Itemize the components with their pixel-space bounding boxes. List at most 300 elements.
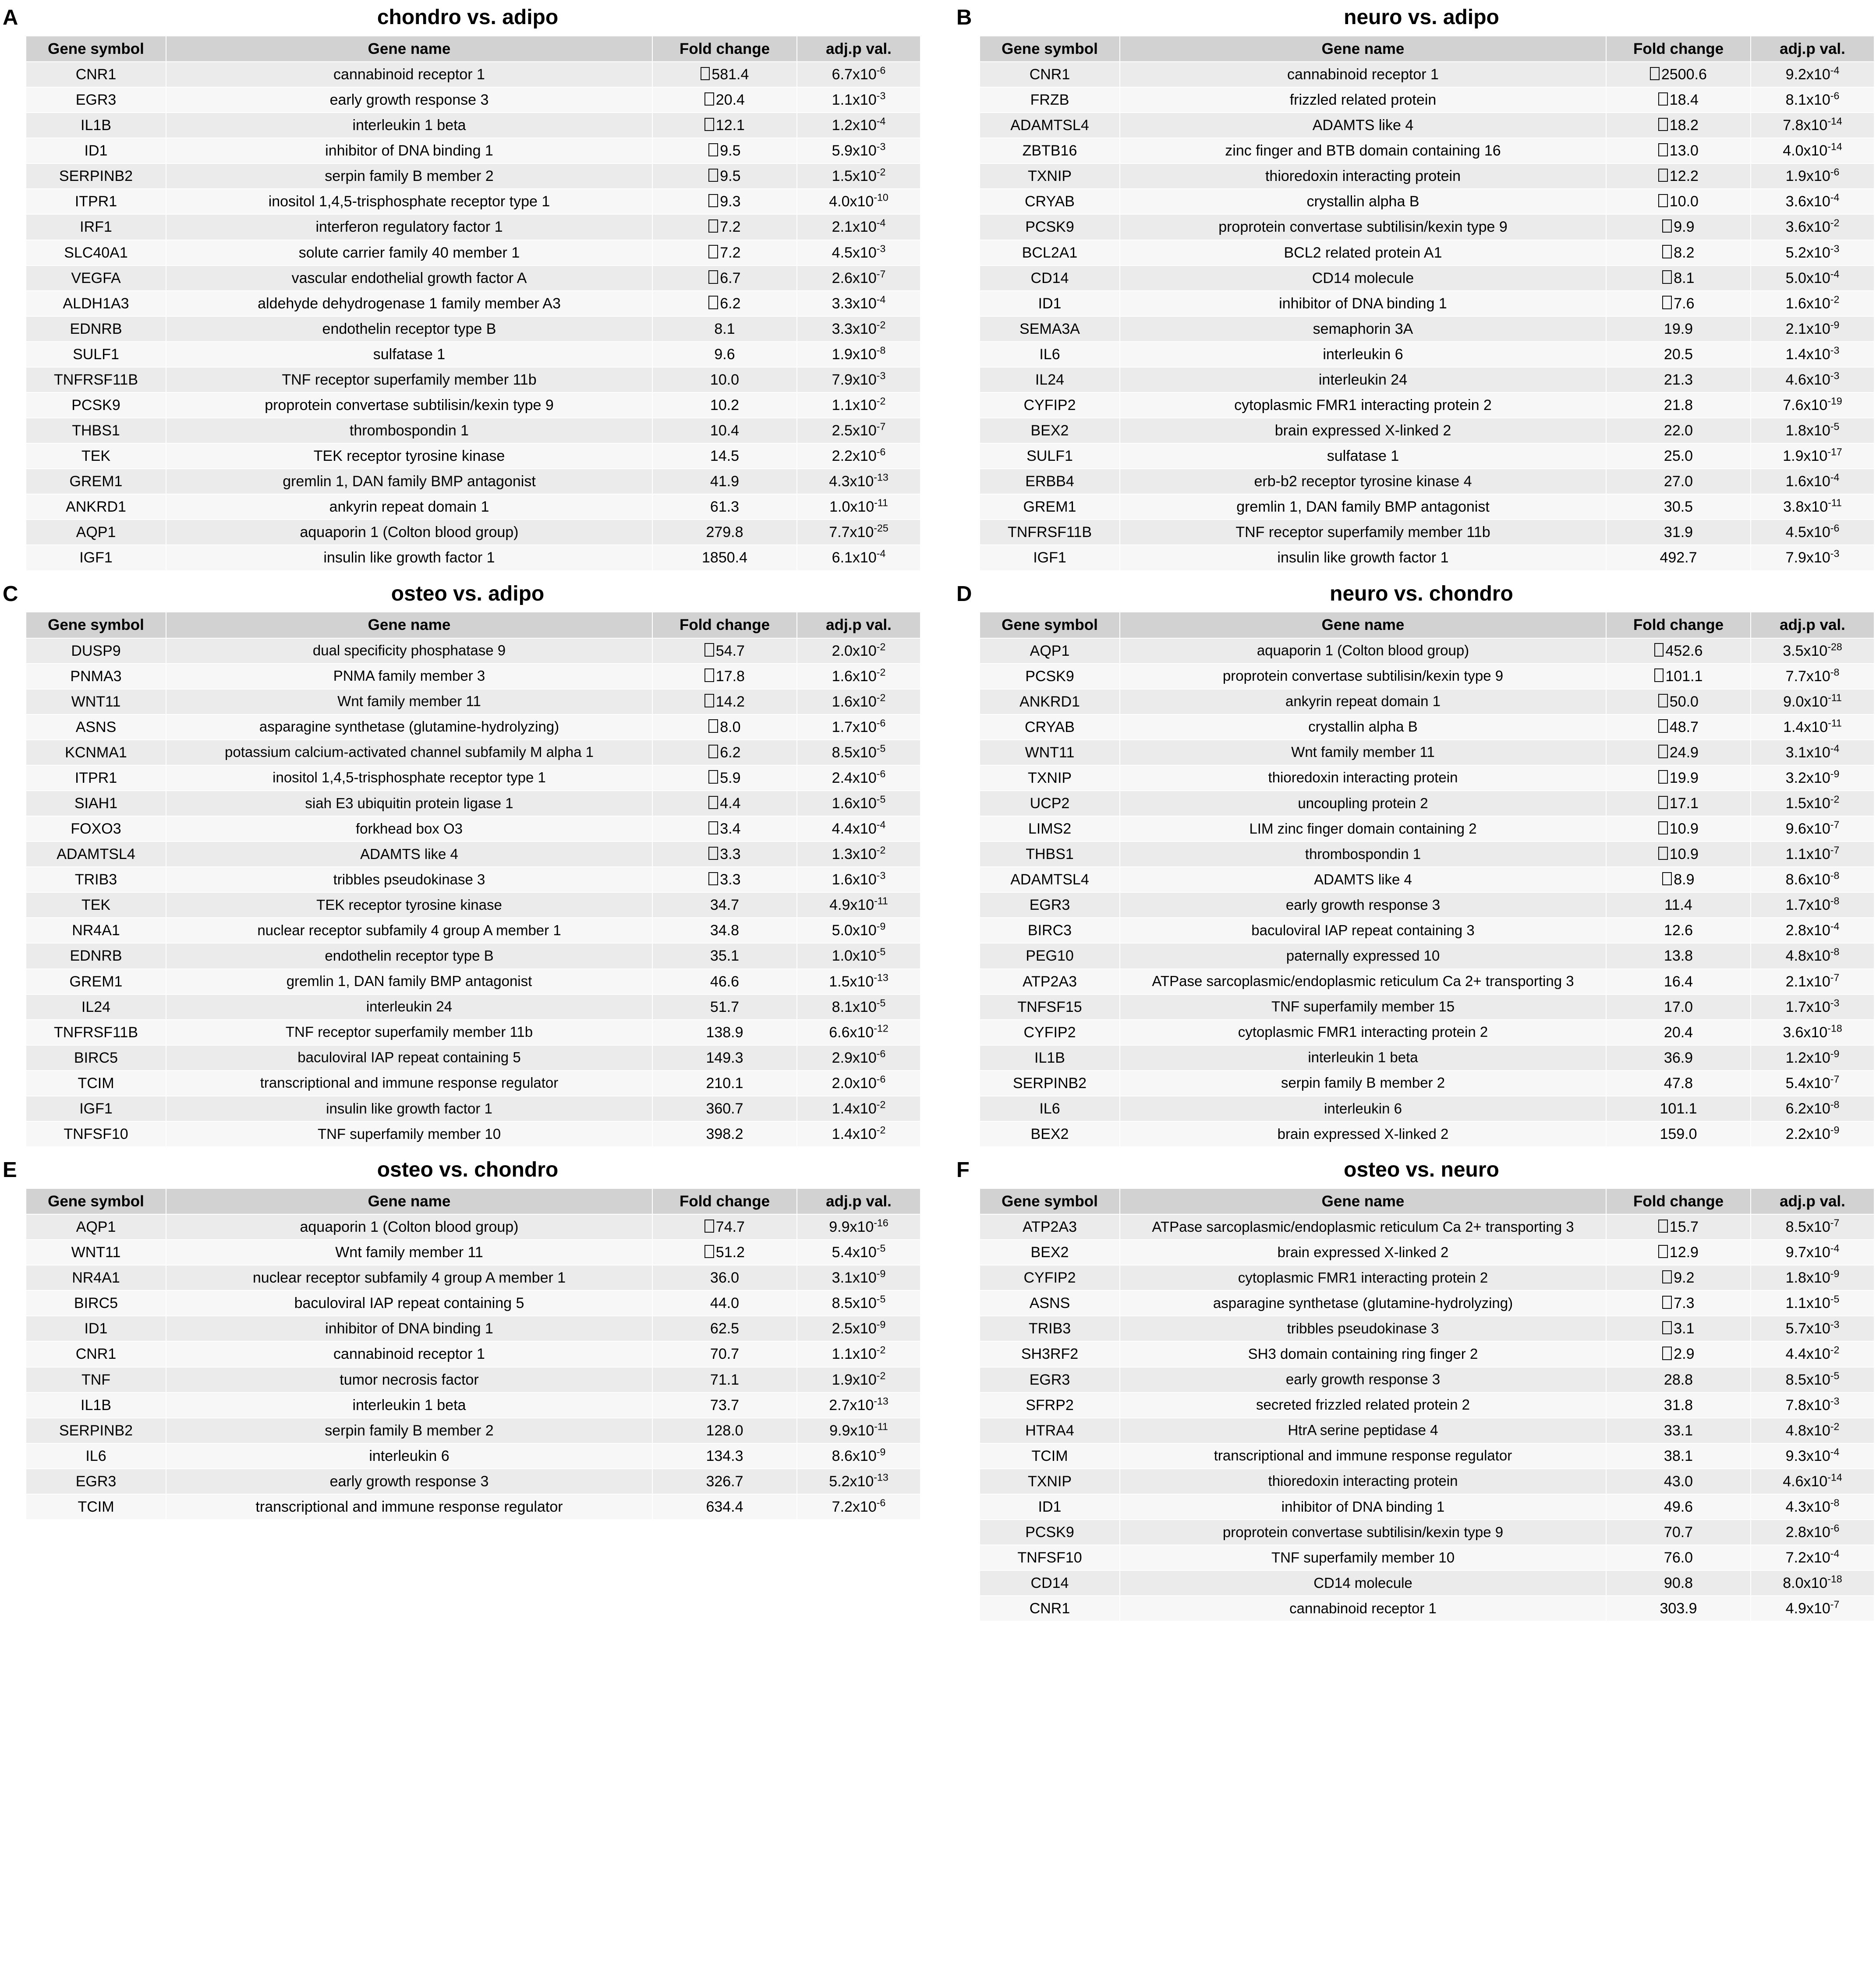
adj-p-value-cell [797, 791, 920, 816]
fold-change-cell [652, 1469, 797, 1494]
p-exponent: -2 [876, 319, 886, 331]
gene-symbol-cell: CNR1 [26, 1341, 166, 1367]
adj-p-value-cell [1751, 62, 1874, 87]
gene-symbol-cell: ASNS [26, 714, 166, 740]
p-exponent: -5 [1830, 1370, 1840, 1382]
p-exponent: -4 [1830, 742, 1840, 754]
p-mantissa: 5.2x10 [1785, 244, 1830, 261]
gene-name-cell: thioredoxin interacting protein [1120, 163, 1606, 189]
gene-symbol-cell: SH3RF2 [980, 1341, 1120, 1367]
column-header: Gene name [166, 36, 652, 62]
gene-name-cell: CD14 molecule [1120, 1570, 1606, 1596]
p-exponent: -18 [1827, 1022, 1842, 1034]
p-mantissa: 7.8x10 [1785, 1396, 1830, 1414]
gene-name-cell: interleukin 1 beta [166, 113, 652, 138]
gene-symbol-cell: ALDH1A3 [26, 291, 166, 316]
p-mantissa: 7.2x10 [832, 1498, 877, 1515]
fold-change-value: 360.7 [706, 1100, 743, 1117]
fold-change-cell [1606, 291, 1751, 316]
fold-change-cell [1606, 1596, 1751, 1621]
fold-change-cell [1606, 189, 1751, 214]
table-row [26, 1071, 920, 1096]
adj-p-value-cell [797, 892, 920, 918]
adj-p-value-cell [1751, 265, 1874, 291]
down-marker-icon [704, 694, 714, 707]
p-mantissa: 7.9x10 [832, 371, 877, 388]
fold-change-cell [1606, 740, 1751, 765]
adj-p-value-cell [1751, 342, 1874, 367]
fold-change-value: 581.4 [711, 66, 749, 83]
fold-change-cell [652, 62, 797, 87]
fold-change-cell [1606, 367, 1751, 392]
table-row [980, 791, 1874, 816]
fold-change-value: 70.7 [1664, 1524, 1693, 1541]
p-mantissa: 1.1x10 [1785, 1295, 1830, 1312]
p-exponent: -8 [1830, 666, 1840, 678]
fold-change-value: 7.2 [720, 219, 741, 236]
adj-p-value-cell [1751, 392, 1874, 418]
panel-e [0, 1159, 922, 1633]
fold-change-cell [652, 1443, 797, 1469]
p-exponent: -11 [874, 497, 888, 509]
table-row [26, 791, 920, 816]
down-marker-icon [708, 821, 718, 835]
gene-name-cell: inhibitor of DNA binding 1 [1120, 1494, 1606, 1520]
table-row [26, 714, 920, 740]
p-exponent: -2 [1830, 1344, 1840, 1356]
adj-p-value-cell [1751, 1570, 1874, 1596]
down-marker-icon [708, 796, 718, 809]
p-mantissa: 1.4x10 [1783, 718, 1828, 735]
fold-change-cell [1606, 841, 1751, 867]
down-marker-icon [1662, 872, 1672, 886]
down-marker-icon [1662, 1347, 1672, 1360]
gene-symbol-cell: LIMS2 [980, 816, 1120, 841]
p-mantissa: 1.6x10 [832, 693, 877, 710]
gene-symbol-cell: IGF1 [26, 1096, 166, 1121]
adj-p-value-cell [1751, 189, 1874, 214]
gene-symbol-cell: CYFIP2 [980, 1265, 1120, 1290]
gene-name-cell: aquaporin 1 (Colton blood group) [166, 520, 652, 545]
fold-change-cell [1606, 1071, 1751, 1096]
table-row [26, 469, 920, 494]
p-mantissa: 2.8x10 [1785, 1524, 1830, 1541]
gene-name-cell: aquaporin 1 (Colton blood group) [166, 1214, 652, 1240]
adj-p-value-cell [797, 342, 920, 367]
gene-name-cell: Wnt family member 11 [166, 1240, 652, 1265]
down-marker-icon [1658, 847, 1668, 860]
p-mantissa: 1.2x10 [1785, 1049, 1830, 1066]
fold-change-cell [652, 1240, 797, 1265]
fold-change-value: 6.2 [720, 744, 741, 761]
adj-p-value-cell [1751, 494, 1874, 520]
gene-name-cell: inhibitor of DNA binding 1 [1120, 291, 1606, 316]
gene-name-cell: early growth response 3 [1120, 1367, 1606, 1393]
p-exponent: -5 [1830, 1293, 1840, 1305]
p-exponent: -4 [1830, 1548, 1840, 1559]
fold-change-value: 7.2 [720, 244, 741, 261]
gene-name-cell: transcriptional and immune response regulator [1120, 1443, 1606, 1469]
p-exponent: -4 [876, 293, 886, 305]
table-row [26, 392, 920, 418]
fold-change-value: 28.8 [1664, 1371, 1693, 1388]
gene-name-cell: vascular endothelial growth factor A [166, 265, 652, 291]
fold-change-value: 3.3 [720, 871, 741, 888]
adj-p-value-cell [1751, 994, 1874, 1020]
p-exponent: -2 [876, 666, 886, 678]
p-exponent: -14 [1827, 115, 1842, 127]
gene-symbol-cell: IL6 [980, 342, 1120, 367]
table-row [26, 1443, 920, 1469]
column-header: adj.p val. [797, 612, 920, 638]
table-row [980, 418, 1874, 443]
gene-name-cell: endothelin receptor type B [166, 943, 652, 969]
p-exponent: -16 [874, 1217, 888, 1229]
table-row [980, 918, 1874, 943]
down-marker-icon [1658, 821, 1668, 835]
gene-symbol-cell: IL6 [26, 1443, 166, 1469]
fold-change-value: 11.4 [1664, 897, 1692, 914]
fold-change-value: 3.4 [720, 820, 741, 838]
p-mantissa: 8.1x10 [1785, 92, 1830, 109]
down-marker-icon [1658, 194, 1668, 208]
fold-change-value: 10.2 [710, 397, 740, 414]
fold-change-value: 128.0 [706, 1422, 743, 1439]
p-exponent: -5 [876, 742, 886, 754]
column-header: Fold change [652, 612, 797, 638]
table-row [26, 87, 920, 113]
gene-symbol-cell: TXNIP [980, 765, 1120, 791]
fold-change-cell [1606, 1469, 1751, 1494]
adj-p-value-cell [797, 816, 920, 841]
fold-change-value: 2.9 [1674, 1346, 1695, 1363]
p-mantissa: 1.5x10 [1785, 795, 1830, 812]
gene-name-cell: ATPase sarcoplasmic/endoplasmic reticulum Ca 2+ transporting 3 [1120, 1214, 1606, 1240]
p-mantissa: 3.2x10 [1785, 769, 1830, 786]
gene-name-cell: SH3 domain containing ring finger 2 [1120, 1341, 1606, 1367]
gene-symbol-cell: ITPR1 [26, 189, 166, 214]
fold-change-value: 21.8 [1664, 397, 1693, 414]
p-mantissa: 1.2x10 [832, 117, 877, 134]
gene-symbol-cell: CYFIP2 [980, 392, 1120, 418]
p-exponent: -2 [876, 641, 886, 653]
fold-change-value: 4.4 [720, 795, 741, 812]
table-row [26, 520, 920, 545]
fold-change-cell [652, 418, 797, 443]
gene-name-cell: TNF superfamily member 10 [166, 1121, 652, 1147]
p-mantissa: 1.1x10 [1785, 846, 1830, 863]
p-mantissa: 9.9x10 [829, 1219, 874, 1236]
gene-name-cell: serpin family B member 2 [166, 163, 652, 189]
adj-p-value-cell [1751, 138, 1874, 163]
p-exponent: -13 [874, 1395, 888, 1407]
gene-name-cell: interleukin 6 [1120, 1096, 1606, 1121]
table-row [980, 265, 1874, 291]
fold-change-value: 10.9 [1669, 820, 1699, 838]
gene-symbol-cell: TRIB3 [980, 1316, 1120, 1341]
p-exponent: -6 [876, 1048, 886, 1060]
adj-p-value-cell [797, 1045, 920, 1071]
gene-symbol-cell: ATP2A3 [980, 1214, 1120, 1240]
gene-name-cell: ADAMTS like 4 [166, 841, 652, 867]
adj-p-value-cell [1751, 765, 1874, 791]
gene-name-cell: secreted frizzled related protein 2 [1120, 1393, 1606, 1418]
fold-change-cell [652, 316, 797, 342]
fold-change-cell [652, 791, 797, 816]
fold-change-cell [1606, 1520, 1751, 1545]
p-mantissa: 4.0x10 [1783, 142, 1828, 159]
column-header: Fold change [652, 36, 797, 62]
table-row [26, 1418, 920, 1443]
p-exponent: -11 [1828, 717, 1842, 729]
p-exponent: -5 [876, 793, 886, 805]
gene-name-cell: CD14 molecule [1120, 265, 1606, 291]
adj-p-value-cell [797, 1121, 920, 1147]
fold-change-value: 7.6 [1674, 295, 1695, 312]
fold-change-cell [1606, 867, 1751, 892]
gene-name-cell: sulfatase 1 [166, 342, 652, 367]
adj-p-value-cell [797, 689, 920, 714]
fold-change-value: 13.8 [1664, 947, 1693, 965]
gene-name-cell: dual specificity phosphatase 9 [166, 638, 652, 664]
fold-change-cell [652, 520, 797, 545]
down-marker-icon [1658, 1245, 1668, 1258]
gene-table [25, 1188, 921, 1520]
p-mantissa: 8.5x10 [1785, 1371, 1830, 1388]
p-exponent: -3 [876, 90, 886, 102]
table-row [980, 138, 1874, 163]
fold-change-value: 25.0 [1664, 448, 1693, 465]
table-row [980, 113, 1874, 138]
p-mantissa: 1.4x10 [832, 1100, 877, 1117]
fold-change-cell [652, 291, 797, 316]
down-marker-icon [1662, 245, 1672, 258]
gene-symbol-cell: CRYAB [980, 189, 1120, 214]
fold-change-value: 43.0 [1664, 1473, 1693, 1490]
adj-p-value-cell [797, 214, 920, 240]
fold-change-cell [1606, 240, 1751, 265]
p-mantissa: 2.9x10 [832, 1049, 877, 1066]
gene-name-cell: interleukin 24 [166, 994, 652, 1020]
p-exponent: -28 [1827, 641, 1842, 653]
fold-change-cell [652, 714, 797, 740]
p-mantissa: 7.8x10 [1783, 117, 1828, 134]
p-mantissa: 7.7x10 [829, 524, 874, 541]
fold-change-value: 18.2 [1669, 117, 1699, 134]
table-row [980, 841, 1874, 867]
fold-change-value: 20.5 [1664, 346, 1693, 363]
p-exponent: -4 [1830, 268, 1840, 280]
table-row [980, 520, 1874, 545]
p-mantissa: 1.8x10 [1785, 422, 1830, 439]
gene-symbol-cell: TNFSF10 [26, 1121, 166, 1147]
p-exponent: -4 [1830, 1446, 1840, 1458]
fold-change-cell [652, 138, 797, 163]
gene-symbol-cell: TXNIP [980, 1469, 1120, 1494]
gene-symbol-cell: PNMA3 [26, 664, 166, 689]
table-row [26, 189, 920, 214]
p-mantissa: 1.5x10 [829, 973, 874, 990]
gene-name-cell: insulin like growth factor 1 [166, 545, 652, 570]
adj-p-value-cell [1751, 791, 1874, 816]
gene-name-cell: zinc finger and BTB domain containing 16 [1120, 138, 1606, 163]
gene-symbol-cell: AQP1 [26, 520, 166, 545]
p-mantissa: 2.5x10 [832, 422, 877, 439]
table-row [26, 316, 920, 342]
fold-change-cell [1606, 1341, 1751, 1367]
p-mantissa: 8.0x10 [1783, 1575, 1828, 1592]
fold-change-value: 9.6 [714, 346, 735, 363]
down-marker-icon [1658, 796, 1668, 809]
fold-change-cell [1606, 765, 1751, 791]
p-mantissa: 1.6x10 [832, 871, 877, 888]
p-mantissa: 4.8x10 [1785, 1422, 1830, 1439]
p-exponent: -9 [1830, 1268, 1840, 1280]
table-row [26, 291, 920, 316]
fold-change-value: 1850.4 [702, 549, 747, 566]
gene-name-cell: HtrA serine peptidase 4 [1120, 1418, 1606, 1443]
p-mantissa: 1.7x10 [1785, 897, 1830, 914]
p-mantissa: 1.1x10 [832, 1346, 877, 1363]
gene-name-cell: paternally expressed 10 [1120, 943, 1606, 969]
fold-change-cell [652, 918, 797, 943]
fold-change-cell [652, 1214, 797, 1240]
table-row [980, 240, 1874, 265]
p-exponent: -7 [876, 268, 886, 280]
gene-name-cell: interleukin 6 [166, 1443, 652, 1469]
fold-change-value: 279.8 [706, 524, 743, 541]
gene-name-cell: semaphorin 3A [1120, 316, 1606, 342]
table-row [26, 418, 920, 443]
gene-name-cell: thrombospondin 1 [166, 418, 652, 443]
adj-p-value-cell [1751, 291, 1874, 316]
fold-change-cell [1606, 689, 1751, 714]
gene-symbol-cell: TCIM [26, 1494, 166, 1520]
table-row [26, 816, 920, 841]
p-mantissa: 9.7x10 [1785, 1244, 1830, 1261]
p-mantissa: 1.6x10 [1785, 295, 1830, 312]
gene-name-cell: crystallin alpha B [1120, 714, 1606, 740]
down-marker-icon [708, 872, 718, 886]
fold-change-cell [652, 392, 797, 418]
p-exponent: -3 [1830, 243, 1840, 255]
p-mantissa: 1.6x10 [832, 668, 877, 685]
panel-f [954, 1159, 1876, 1633]
p-exponent: -8 [1830, 870, 1840, 881]
fold-change-value: 21.3 [1664, 371, 1693, 388]
fold-change-value: 10.0 [710, 371, 740, 388]
table-row [26, 1341, 920, 1367]
p-exponent: -7 [1830, 972, 1840, 983]
panel-letter: A [3, 6, 18, 29]
table-row [980, 189, 1874, 214]
gene-symbol-cell: ANKRD1 [26, 494, 166, 520]
p-exponent: -4 [876, 115, 886, 127]
table-row [26, 545, 920, 570]
table-row [980, 1418, 1874, 1443]
adj-p-value-cell [1751, 1290, 1874, 1316]
p-exponent: -8 [1830, 1099, 1840, 1110]
fold-change-cell [1606, 816, 1751, 841]
gene-name-cell: inhibitor of DNA binding 1 [166, 1316, 652, 1341]
fold-change-value: 62.5 [710, 1320, 740, 1337]
fold-change-cell [652, 469, 797, 494]
table-row [980, 1316, 1874, 1341]
gene-symbol-cell: WNT11 [26, 689, 166, 714]
fold-change-value: 17.8 [715, 668, 745, 685]
p-exponent: -19 [1827, 395, 1842, 407]
p-exponent: -7 [1830, 844, 1840, 856]
gene-name-cell: interferon regulatory factor 1 [166, 214, 652, 240]
adj-p-value-cell [797, 1020, 920, 1045]
adj-p-value-cell [797, 418, 920, 443]
gene-name-cell: nuclear receptor subfamily 4 group A member 1 [166, 918, 652, 943]
adj-p-value-cell [797, 163, 920, 189]
p-exponent: -5 [876, 997, 886, 1009]
table-row [980, 664, 1874, 689]
p-mantissa: 1.8x10 [1785, 1269, 1830, 1287]
gene-name-cell: inositol 1,4,5‐trisphosphate receptor type 1 [166, 765, 652, 791]
gene-name-cell: solute carrier family 40 member 1 [166, 240, 652, 265]
gene-name-cell: tribbles pseudokinase 3 [1120, 1316, 1606, 1341]
gene-symbol-cell: ERBB4 [980, 469, 1120, 494]
table-row [980, 469, 1874, 494]
fold-change-value: 19.9 [1669, 769, 1699, 786]
p-mantissa: 4.9x10 [1785, 1600, 1830, 1617]
table-row [980, 1570, 1874, 1596]
gene-name-cell: inositol 1,4,5‐trisphosphate receptor type 1 [166, 189, 652, 214]
panel-title: neuro vs. adipo [1344, 6, 1499, 29]
p-exponent: -11 [874, 895, 888, 907]
gene-symbol-cell: TXNIP [980, 163, 1120, 189]
gene-name-cell: BCL2 related protein A1 [1120, 240, 1606, 265]
gene-symbol-cell: SFRP2 [980, 1393, 1120, 1418]
gene-symbol-cell: CNR1 [26, 62, 166, 87]
fold-change-value: 76.0 [1664, 1549, 1693, 1566]
adj-p-value-cell [1751, 1316, 1874, 1341]
p-exponent: -4 [1830, 921, 1840, 933]
fold-change-value: 12.2 [1669, 168, 1699, 185]
adj-p-value-cell [797, 265, 920, 291]
fold-change-cell [652, 1290, 797, 1316]
fold-change-cell [652, 765, 797, 791]
p-exponent: -2 [876, 1344, 886, 1356]
fold-change-value: 8.1 [1674, 269, 1695, 286]
panel-title: osteo vs. neuro [1344, 1158, 1499, 1182]
fold-change-cell [1606, 113, 1751, 138]
gene-symbol-cell: IL1B [980, 1045, 1120, 1071]
adj-p-value-cell [1751, 418, 1874, 443]
adj-p-value-cell [797, 113, 920, 138]
fold-change-value: 73.7 [710, 1396, 740, 1414]
p-exponent: -6 [1830, 1522, 1840, 1534]
gene-symbol-cell: CNR1 [980, 1596, 1120, 1621]
adj-p-value-cell [797, 1418, 920, 1443]
p-mantissa: 2.1x10 [1785, 320, 1830, 337]
gene-symbol-cell: GREM1 [26, 469, 166, 494]
gene-name-cell: asparagine synthetase (glutamine‐hydrolyzing) [166, 714, 652, 740]
gene-symbol-cell: TCIM [26, 1071, 166, 1096]
fold-change-value: 19.9 [1664, 320, 1693, 337]
table-row [26, 342, 920, 367]
p-exponent: -9 [876, 1319, 886, 1331]
table-row [26, 740, 920, 765]
p-mantissa: 3.6x10 [1785, 193, 1830, 210]
fold-change-value: 8.9 [1674, 871, 1695, 888]
adj-p-value-cell [797, 765, 920, 791]
gene-name-cell: baculoviral IAP repeat containing 5 [166, 1045, 652, 1071]
adj-p-value-cell [1751, 1545, 1874, 1570]
